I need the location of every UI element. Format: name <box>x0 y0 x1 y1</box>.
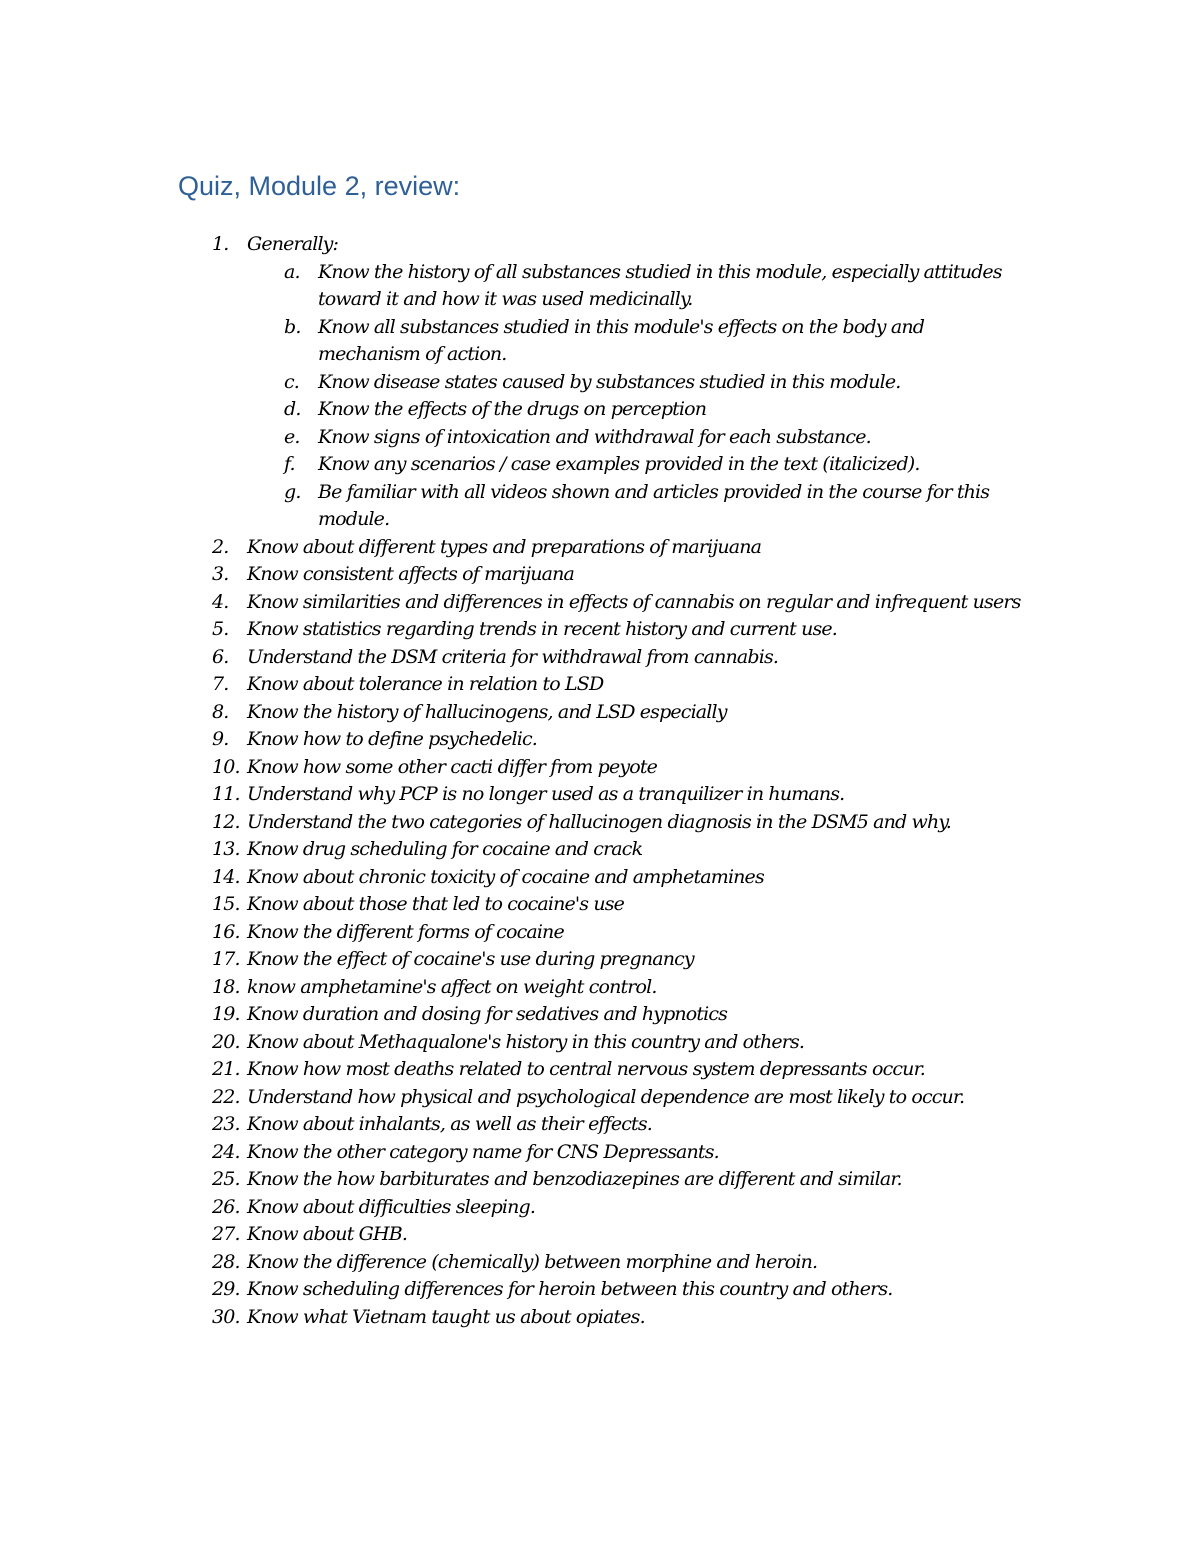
list-item <box>0 589 1200 617</box>
list-item <box>0 781 1200 809</box>
item-number: 11. <box>212 783 240 805</box>
list-item <box>0 1084 1200 1112</box>
list-item <box>0 699 1200 727</box>
item-number: 12. <box>212 810 240 833</box>
item-text: Know statistics regarding trends in recent history and current use. <box>247 618 837 640</box>
review-list <box>0 231 1200 1331</box>
list-item <box>0 1001 1200 1029</box>
list-item <box>0 1276 1200 1304</box>
item-text: Know what Vietnam taught us about opiates. <box>247 1305 645 1328</box>
item-text: Know the how barbiturates and benzodiazepines are different and similar. <box>247 1168 902 1190</box>
list-item <box>0 946 1200 974</box>
list-item <box>0 974 1200 1002</box>
item-text: know amphetamine's affect on weight control. <box>247 975 657 998</box>
list-item <box>0 1166 1200 1194</box>
list-item <box>0 1304 1200 1332</box>
sub-item-letter: d. <box>284 398 301 420</box>
item-number: 19. <box>212 1003 240 1025</box>
item-number: 21. <box>212 1058 240 1080</box>
sub-item-letter: c. <box>284 370 299 393</box>
item-text: Know about tolerance in relation to LSD <box>247 673 604 695</box>
sub-item-text: Know signs of intoxication and withdrawal for each substance. <box>318 425 871 448</box>
item-text: Know scheduling differences for heroin between this country and others. <box>247 1278 893 1300</box>
list-item <box>0 561 1200 589</box>
sub-item-text: Know any scenarios / case examples provided in the text (italicized). <box>318 453 920 475</box>
item-number: 29. <box>212 1278 240 1300</box>
sub-item-letter: a. <box>284 260 300 283</box>
item-text: Know about Methaqualone's history in this country and others. <box>247 1030 805 1053</box>
item-text: Understand why PCP is no longer used as a tranquilizer in humans. <box>247 783 845 805</box>
item-number: 22. <box>212 1085 240 1108</box>
item-text: Know how to define psychedelic. <box>247 728 537 750</box>
list-item <box>0 864 1200 892</box>
item-number: 8. <box>212 700 229 723</box>
item-text: Know consistent affects of marijuana <box>247 563 574 585</box>
item-text: Know how most deaths related to central nervous system depressants occur. <box>247 1058 925 1080</box>
item-number: 24. <box>212 1140 240 1163</box>
sub-item-letter: b. <box>284 315 301 338</box>
sub-list <box>0 259 1200 534</box>
page-title: Quiz, Module 2, review: <box>178 171 461 201</box>
list-item <box>0 836 1200 864</box>
sub-list-item <box>0 451 1200 479</box>
list-item <box>0 616 1200 644</box>
item-text: Know drug scheduling for cocaine and crack <box>247 838 643 860</box>
sub-item-text: Know disease states caused by substances studied in this module. <box>318 370 901 393</box>
list-item <box>0 891 1200 919</box>
item-text: Know about those that led to cocaine's use <box>247 893 625 915</box>
item-text: Understand the two categories of hallucinogen diagnosis in the DSM5 and why. <box>247 810 951 833</box>
item-number: 16. <box>212 920 240 943</box>
item-number: 7. <box>212 673 229 695</box>
list-item <box>0 1029 1200 1057</box>
item-text: Know the other category name for CNS Depressants. <box>247 1140 719 1163</box>
item-text: Understand how physical and psychological dependence are most likely to occur. <box>247 1085 965 1108</box>
sub-list-item <box>0 314 1200 369</box>
item-number: 27. <box>212 1223 240 1245</box>
item-number: 25. <box>212 1168 240 1190</box>
list-item <box>0 1221 1200 1249</box>
item-number: 6. <box>212 645 229 668</box>
sub-item-letter: g. <box>284 480 301 503</box>
item-text: Understand the DSM criteria for withdrawal from cannabis. <box>247 645 779 668</box>
sub-list-item <box>0 396 1200 424</box>
list-item <box>0 1194 1200 1222</box>
item-text: Know duration and dosing for sedatives and hypnotics <box>247 1003 728 1025</box>
list-item <box>0 231 1200 534</box>
item-number: 26. <box>212 1195 240 1218</box>
item-number: 15. <box>212 893 240 915</box>
list-item <box>0 671 1200 699</box>
item-text: Know the effect of cocaine's use during pregnancy <box>247 948 694 970</box>
list-item <box>0 1111 1200 1139</box>
sub-item-text: Know the history of all substances studied in this module, especially attitudes toward it and how it was used medicinally. <box>318 260 1002 310</box>
item-number: 23. <box>212 1113 240 1135</box>
item-number: 10. <box>212 755 240 778</box>
item-number: 28. <box>212 1250 240 1273</box>
item-number: 20. <box>212 1030 240 1053</box>
item-text: Know about GHB. <box>247 1223 408 1245</box>
item-number: 1. <box>212 233 229 255</box>
list-item <box>0 919 1200 947</box>
item-number: 9. <box>212 728 229 750</box>
sub-item-text: Know all substances studied in this module's effects on the body and mechanism of action. <box>318 315 925 365</box>
item-text: Know about inhalants, as well as their effects. <box>247 1113 652 1135</box>
item-number: 14. <box>212 865 240 888</box>
item-number: 18. <box>212 975 240 998</box>
list-item <box>0 1249 1200 1277</box>
list-item <box>0 534 1200 562</box>
item-text: Know the history of hallucinogens, and LSD especially <box>247 700 727 723</box>
list-item <box>0 1139 1200 1167</box>
item-text: Know how some other cacti differ from peyote <box>247 755 658 778</box>
sub-list-item <box>0 424 1200 452</box>
item-text: Generally: <box>247 233 339 255</box>
item-number: 30. <box>212 1305 240 1328</box>
list-item <box>0 754 1200 782</box>
sub-list-item <box>0 259 1200 314</box>
sub-item-letter: e. <box>284 425 300 448</box>
item-number: 3. <box>212 563 229 585</box>
item-number: 17. <box>212 948 240 970</box>
item-number: 2. <box>212 535 229 558</box>
item-text: Know similarities and differences in effects of cannabis on regular and infrequent users <box>247 590 1021 613</box>
item-number: 5. <box>212 618 229 640</box>
list-item <box>0 644 1200 672</box>
sub-item-text: Know the effects of the drugs on perception <box>318 398 707 420</box>
sub-item-letter: f. <box>284 453 295 475</box>
sub-list-item <box>0 369 1200 397</box>
list-item <box>0 1056 1200 1084</box>
sub-list-item <box>0 479 1200 534</box>
item-number: 13. <box>212 838 240 860</box>
item-text: Know about difficulties sleeping. <box>247 1195 536 1218</box>
item-text: Know about chronic toxicity of cocaine and amphetamines <box>247 865 764 888</box>
item-number: 4. <box>212 590 229 613</box>
item-text: Know about different types and preparations of marijuana <box>247 535 762 558</box>
item-text: Know the difference (chemically) between morphine and heroin. <box>247 1250 818 1273</box>
sub-item-text: Be familiar with all videos shown and articles provided in the course for this module. <box>318 480 990 530</box>
list-item <box>0 726 1200 754</box>
item-text: Know the different forms of cocaine <box>247 920 564 943</box>
list-item <box>0 809 1200 837</box>
